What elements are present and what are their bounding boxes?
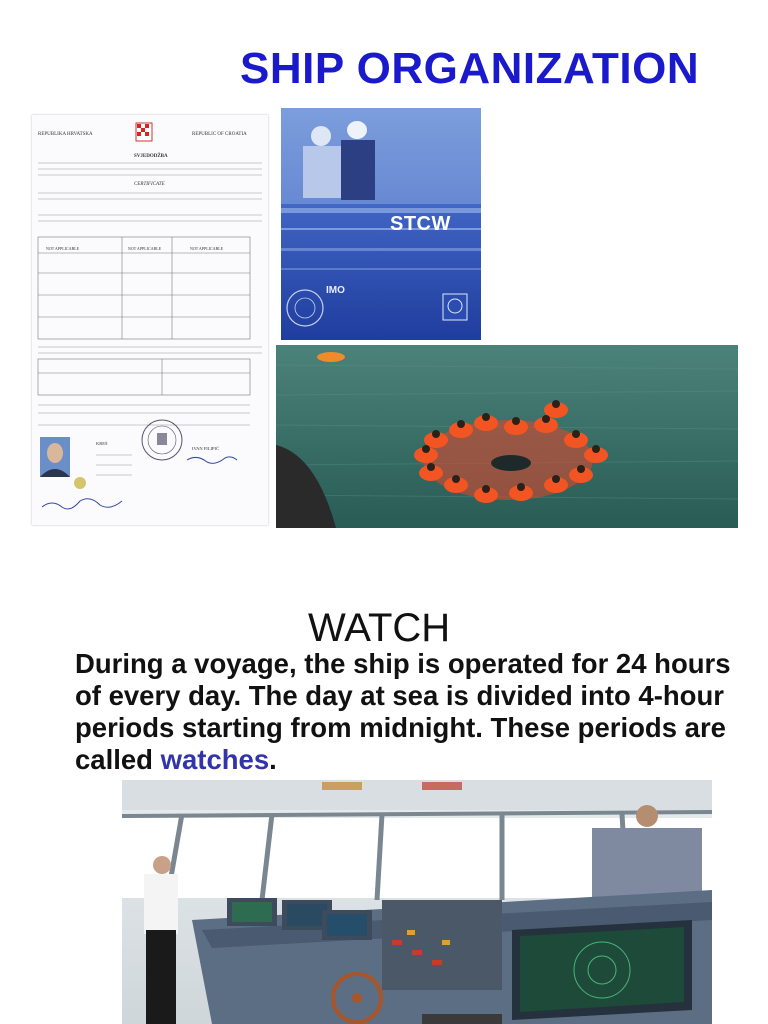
cert-not-applicable-3: NOT APPLICABLE [190,246,224,251]
stcw-cover-title: STCW [390,213,451,235]
cert-doc-subtitle: CERTIFICATE [134,182,165,187]
sea-survival-photo [276,345,738,528]
cert-header-right: REPUBLIC OF CROATIA [192,132,247,137]
slide-title: SHIP ORGANIZATION [240,44,700,93]
cert-name: KREŠ [96,441,108,446]
coat-of-arms-icon [136,123,152,141]
cert-not-applicable-2: NOT APPLICABLE [128,246,162,251]
stcw-cover-publisher: IMO [326,285,345,296]
watch-description-end: . [269,744,277,775]
cert-doc-title: SVJEDODŽBA [134,154,168,159]
section-heading: WATCH [308,606,451,650]
passport-photo [40,437,70,477]
certificate-image [32,115,268,525]
cert-signature-name: IVAN FILIPIĆ [192,446,220,451]
cert-not-applicable-1: NOT APPLICABLE [46,246,80,251]
officer-standing-left [144,856,178,1024]
official-stamp-icon [142,420,182,460]
hologram-icon [74,477,86,489]
floating-buoy [317,352,345,362]
imo-logo-icon [443,294,467,320]
control-console [192,890,712,1024]
stcw-book-cover [281,108,481,340]
cert-header-left: REPUBLIKA HRVATSKA [38,132,93,137]
watch-description [75,648,735,776]
watches-term: watches [160,744,270,775]
watch-description-text: During a voyage, the ship is operated for 24 hours of every day. The day at sea is divided into 4-hour periods starting from midnight. These periods are called [75,648,731,775]
ship-bridge-photo [122,780,712,1024]
